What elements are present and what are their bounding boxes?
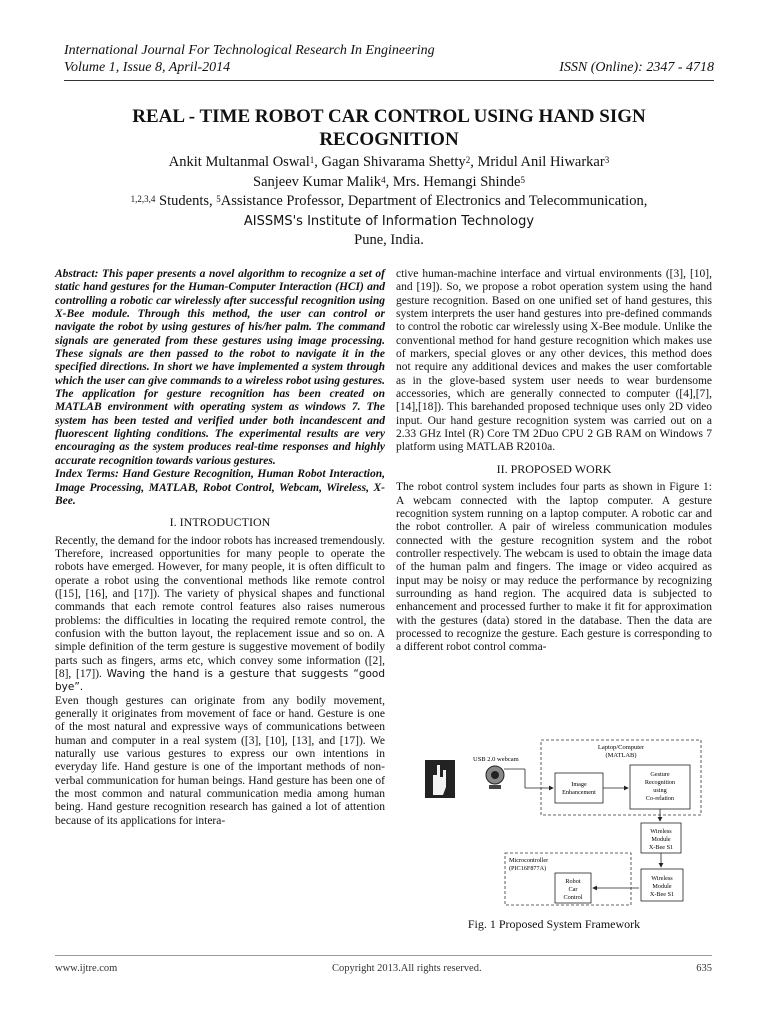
footer-divider (55, 955, 712, 956)
paragraph-text: Waving the hand is a gesture that suggests “good bye”. (55, 667, 385, 694)
recognition-label: using (653, 787, 667, 794)
author-sup: 1 (309, 155, 315, 165)
author-name: , Mrs. Hemangi Shinde (385, 173, 521, 190)
robot-label: Robot (565, 878, 581, 885)
wireless-label: Module (652, 883, 672, 890)
author-sup: 3 (604, 155, 610, 165)
journal-header (64, 42, 714, 76)
webcam-base (489, 785, 501, 789)
abstract: Abstract: This paper presents a novel algorithm to recognize a set of static hand gestures for the Human-Computer Interaction (HCI) and controlling a robotic car wirelessly after successful recognition using X-Bee module. Through this method, the user can control or navigate the robot by using gestures of his/her palm. The command signals are generated from these gestures using image processing. These signals are then passed to the robot to navigate it in the specified directions. In short we have implemented a system through which the user can give commands to a wireless robot using gestures. The application for gesture recognition has been created on MATLAB environment with operating system as windows 7. The system has been tested and verified under both incandescent and fluorescent lighting conditions. The experimental results are very encouraging as the system produces real-time responses and highly accurate recognition towards various gestures. (55, 268, 385, 467)
institute-name: AISSMS's Institute of Information Technology (243, 213, 535, 229)
wireless-label: X-Bee S1 (649, 891, 675, 898)
laptop-sublabel: (MATLAB) (605, 752, 637, 759)
title-line-2: RECOGNITION (319, 129, 459, 150)
footer-copyright: Copyright 2013.All rights reserved. (331, 963, 482, 974)
journal-volume: Volume 1, Issue 8, April-2014 (64, 60, 231, 75)
affiliation-text: Students, (155, 193, 217, 209)
header-divider (64, 80, 714, 81)
wireless-label: X-Bee S1 (648, 844, 674, 851)
intro-paragraph-3: ctive human-machine interface and virtual environments ([3], [10], and [19]). So, we propose a robot operation system using the hand gesture recognition. Based on one unified set of hand gestures, this system interprets the user hand gestures into pre-defined commands to control the robotic car wirelessly using X-Bee module. Unlike the conventional method for hand gesture recognition which makes use of markers, special gloves or any other devices, this method does not require any additional devices and makes the user comfortable as in the glove-based system user needs to wear burdensome accessories, which are generally connected to computer ([4],[7],[14],[18]). This barehanded proposed technique uses only 2D video input. Our hand gesture recognition system was carried out on a 2.33 GHz Intel (R) Core TM 2Duo CPU 2 GB RAM on Windows 7 platform using MATLAB R2010a. (396, 268, 712, 454)
recognition-label: Gesture (650, 771, 670, 778)
author-name: , Gagan Shivarama Shetty (314, 154, 466, 170)
author-block (64, 153, 714, 251)
enhancement-label: Image (571, 781, 587, 788)
webcam-label: USB 2.0 webcam (473, 756, 519, 763)
image-enhancement-box (555, 773, 603, 803)
figure-caption: Fig. 1 Proposed System Framework (467, 917, 641, 931)
wireless-label: Wireless (650, 828, 672, 835)
title-line-1: REAL - TIME ROBOT CAR CONTROL USING HAND SIGN (132, 106, 646, 127)
system-framework-figure (425, 735, 703, 907)
affiliation-text: Assistance Professor, Department of Electronics and Telecommunication, (220, 193, 648, 209)
paragraph-text: Recently, the demand for the indoor robots has increased tremendously. Therefore, increased opportunities for many people to operate the robots have emerged. However, for many people, it is often difficult to operate a robot using the conventional methods like remote control ([15], [16], and [17]). The variety of physical shapes and functional commands that each remote control features also raises numerous problems: the difficulties in locating the required remote control, the confusion with the button layout, the replacement issue and so on. A simple definition of the term gesture is suggestive movement of bodily parts such as fingers, arms etc, which convey some information ([2], [8], (55, 534, 385, 680)
proposed-work-paragraph: The robot control system includes four parts as shown in Figure 1: A webcam connected with the laptop computer. A gesture recognition system running on a laptop computer. A robotic car and the robot controller. A pair of wireless communication modules connected with the gesture recognition system and the robot controller respectively. The webcam is used to obtain the image data of the human palm and fingers. The image or video acquired as input may be noisy or may reduce the performance by recognizing surrounding as hand region. The acquired data is subjected to enhancement and processed further to make it fit for approximation with the gestures (data) stored in the database. Then the data are processed to recognize the gesture. Each gesture is corresponding to a different robot control comma- (396, 481, 712, 654)
affiliation-sup: 1,2,3,4 (130, 194, 156, 204)
wireless-label: Wireless (651, 875, 673, 882)
right-column (396, 268, 712, 655)
recognition-label: Recognition (644, 779, 676, 786)
author-sup: 5 (520, 174, 525, 185)
affiliation-sup: 5 (216, 194, 221, 204)
page-number: 635 (696, 963, 712, 974)
paper-title (64, 105, 714, 151)
page-footer (55, 963, 712, 974)
intro-paragraph-2: Even though gestures can originate from any bodily movement, generally it originates from movement of face or hand. Gesture is one of the most natural and expressive ways of communications between human and computer in a real system ([3], [10], [13], and [17]). We naturally use various gestures to express our own intentions in everyday life. Hand gesture is one of the important methods of non-verbal communication for human beings. Hand gesture has been one of the most common and natural communication media among human being. Hand gesture recognition research has gained a lot of attention because of its applications for intera- (55, 694, 385, 827)
wireless-label: Module (651, 836, 671, 843)
section-heading-proposed-work: II. PROPOSED WORK (496, 461, 612, 476)
recognition-label: Co-relation (645, 795, 675, 802)
author-line-2 (64, 173, 714, 193)
affiliation-line (64, 192, 714, 212)
journal-name: International Journal For Technological Research In Engineering (64, 43, 435, 58)
author-name: Sanjeev Kumar Malik (253, 173, 382, 190)
microcontroller-sublabel: (PIC16F877A) (509, 865, 547, 872)
robot-label: Car (568, 886, 578, 893)
paragraph-text: [17]). (76, 667, 107, 680)
author-name: , Mridul Anil Hiwarkar (470, 154, 605, 170)
robot-label: Control (563, 894, 583, 901)
section-heading-introduction: I. INTRODUCTION (169, 515, 271, 530)
author-name: Ankit Multanmal Oswal (168, 154, 310, 170)
enhancement-label: Enhancement (562, 789, 596, 796)
index-terms: Index Terms: Hand Gesture Recognition, Human Robot Interaction, Image Processing, MATLAB, Robot Control, Webcam, Wireless, X-Bee. (55, 468, 385, 507)
city: Pune, India. (354, 232, 424, 248)
left-column (55, 268, 385, 828)
laptop-label: Laptop/Computer (597, 744, 645, 751)
footer-website[interactable]: www.ijtre.com (55, 963, 118, 974)
author-sup: 2 (465, 155, 471, 165)
author-sup: 4 (381, 174, 386, 185)
intro-paragraph-1 (55, 535, 385, 695)
microcontroller-label: Microcontroller (509, 857, 549, 864)
webcam-lens-icon (491, 771, 499, 779)
journal-issn: ISSN (Online): 2347 - 4718 (559, 60, 714, 75)
author-line-1 (64, 153, 714, 173)
